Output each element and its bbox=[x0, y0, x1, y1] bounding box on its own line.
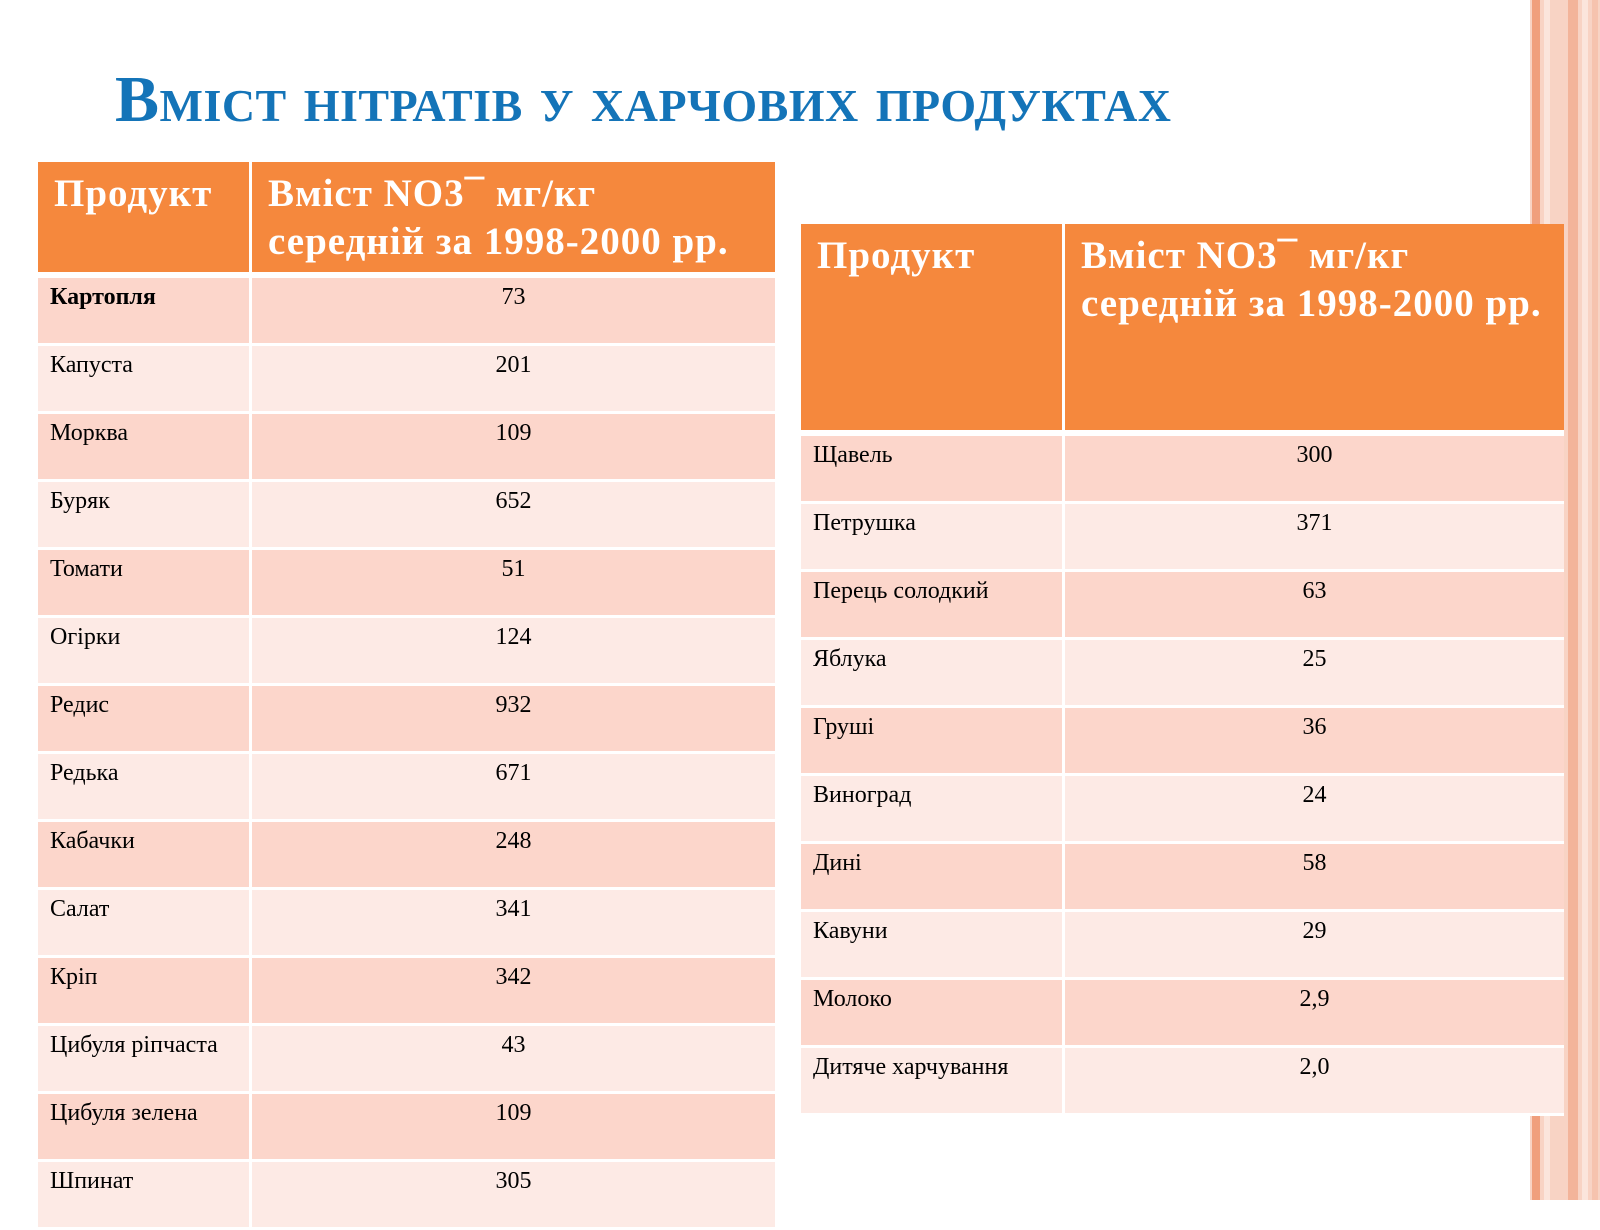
nitrate-value-cell: 43 bbox=[252, 1026, 775, 1094]
table-row bbox=[38, 482, 775, 550]
header-product: Продукт bbox=[801, 224, 1065, 436]
product-name-cell: Редька bbox=[38, 754, 252, 822]
product-name-cell: Дитяче харчування bbox=[801, 1048, 1065, 1116]
table-header-row bbox=[38, 162, 775, 278]
product-name-cell: Перець солодкий bbox=[801, 572, 1065, 640]
table-row bbox=[801, 1048, 1564, 1116]
table-row bbox=[38, 1162, 775, 1230]
nitrate-value-cell: 36 bbox=[1065, 708, 1564, 776]
nitrate-value-cell: 124 bbox=[252, 618, 775, 686]
nitrate-value-cell: 51 bbox=[252, 550, 775, 618]
product-name-cell: Цибуля зелена bbox=[38, 1094, 252, 1162]
product-name-cell: Морква bbox=[38, 414, 252, 482]
nitrate-value-cell: 300 bbox=[1065, 436, 1564, 504]
nitrate-value-cell: 2,0 bbox=[1065, 1048, 1564, 1116]
table-row bbox=[801, 436, 1564, 504]
table-row bbox=[801, 912, 1564, 980]
table-row bbox=[38, 1094, 775, 1162]
table-row bbox=[38, 1026, 775, 1094]
product-name-cell: Молоко bbox=[801, 980, 1065, 1048]
product-name-cell: Виноград bbox=[801, 776, 1065, 844]
nitrate-value-cell: 371 bbox=[1065, 504, 1564, 572]
product-name-cell: Дині bbox=[801, 844, 1065, 912]
product-name-cell: Кабачки bbox=[38, 822, 252, 890]
product-name-cell: Капуста bbox=[38, 346, 252, 414]
product-name-cell: Кавуни bbox=[801, 912, 1065, 980]
table-row bbox=[38, 550, 775, 618]
nitrate-value-cell: 248 bbox=[252, 822, 775, 890]
nitrate-value-cell: 58 bbox=[1065, 844, 1564, 912]
header-content: Вміст NO3¯ мг/кг середній за 1998-2000 рр. bbox=[252, 162, 775, 278]
table-row bbox=[38, 414, 775, 482]
table-row bbox=[38, 346, 775, 414]
product-name-cell: Шпинат bbox=[38, 1162, 252, 1230]
product-name-cell: Кріп bbox=[38, 958, 252, 1026]
product-name-cell: Груші bbox=[801, 708, 1065, 776]
product-name-cell: Редис bbox=[38, 686, 252, 754]
product-name-cell: Томати bbox=[38, 550, 252, 618]
nitrate-value-cell: 305 bbox=[252, 1162, 775, 1230]
table-row bbox=[38, 278, 775, 346]
table-row bbox=[801, 504, 1564, 572]
table-row bbox=[801, 640, 1564, 708]
slide-title: Вміст нітратів у харчових продуктах bbox=[115, 63, 1172, 136]
nitrate-value-cell: 109 bbox=[252, 1094, 775, 1162]
product-name-cell: Яблука bbox=[801, 640, 1065, 708]
nitrate-value-cell: 73 bbox=[252, 278, 775, 346]
table-row bbox=[801, 980, 1564, 1048]
product-name-cell: Буряк bbox=[38, 482, 252, 550]
nitrates-table-right bbox=[801, 224, 1564, 1116]
table-row bbox=[801, 776, 1564, 844]
header-content: Вміст NO3¯ мг/кг середній за 1998-2000 рр. bbox=[1065, 224, 1564, 436]
product-name-cell: Огірки bbox=[38, 618, 252, 686]
table-row bbox=[801, 572, 1564, 640]
nitrate-value-cell: 342 bbox=[252, 958, 775, 1026]
nitrate-value-cell: 201 bbox=[252, 346, 775, 414]
table-header-row bbox=[801, 224, 1564, 436]
product-name-cell: Цибуля ріпчаста bbox=[38, 1026, 252, 1094]
nitrate-value-cell: 2,9 bbox=[1065, 980, 1564, 1048]
product-name-cell: Картопля bbox=[38, 278, 252, 346]
table-row bbox=[801, 844, 1564, 912]
nitrate-value-cell: 29 bbox=[1065, 912, 1564, 980]
nitrate-value-cell: 652 bbox=[252, 482, 775, 550]
nitrate-value-cell: 671 bbox=[252, 754, 775, 822]
table-row bbox=[38, 618, 775, 686]
table-row bbox=[38, 958, 775, 1026]
header-product: Продукт bbox=[38, 162, 252, 278]
table-row bbox=[38, 822, 775, 890]
nitrate-value-cell: 63 bbox=[1065, 572, 1564, 640]
table-row bbox=[38, 890, 775, 958]
nitrates-table-left bbox=[38, 162, 775, 1230]
nitrate-value-cell: 341 bbox=[252, 890, 775, 958]
nitrate-value-cell: 109 bbox=[252, 414, 775, 482]
nitrate-value-cell: 24 bbox=[1065, 776, 1564, 844]
table-row bbox=[38, 686, 775, 754]
product-name-cell: Петрушка bbox=[801, 504, 1065, 572]
table-row bbox=[38, 754, 775, 822]
product-name-cell: Щавель bbox=[801, 436, 1065, 504]
nitrate-value-cell: 932 bbox=[252, 686, 775, 754]
product-name-cell: Салат bbox=[38, 890, 252, 958]
nitrate-value-cell: 25 bbox=[1065, 640, 1564, 708]
table-row bbox=[801, 708, 1564, 776]
